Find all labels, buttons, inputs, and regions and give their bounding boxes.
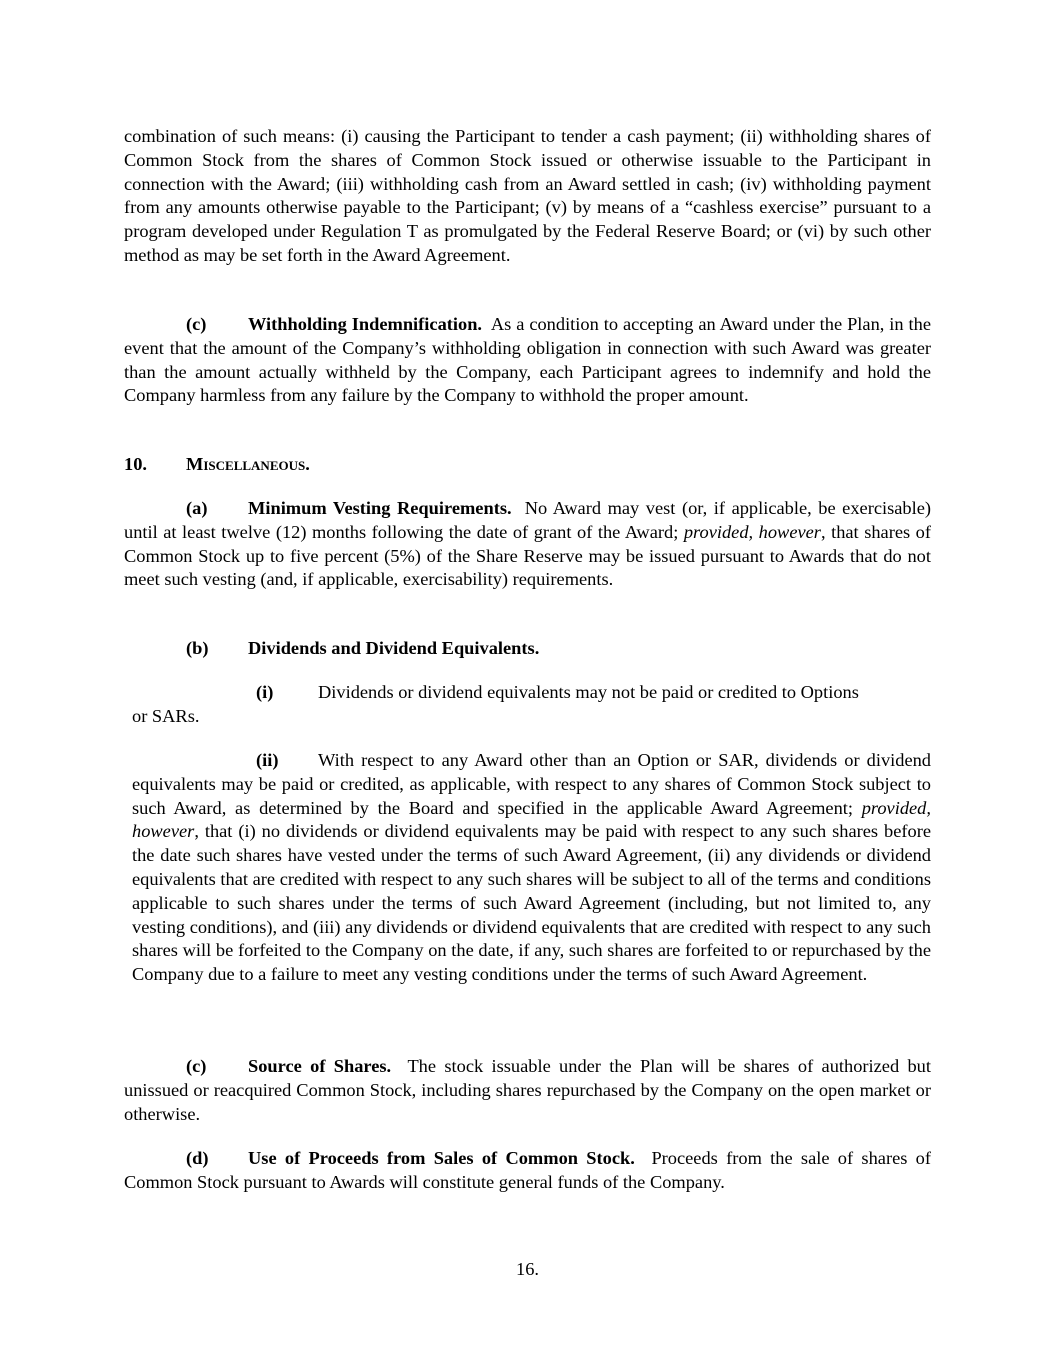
section-10b-ii-number: (ii) <box>256 750 279 770</box>
section-9c-withholding-indemnification <box>124 313 931 408</box>
section-10b-number: (b) <box>186 638 209 658</box>
section-10a-heading: Minimum Vesting Requirements. <box>248 498 512 518</box>
section-9c-heading: Withholding Indemnification. <box>248 314 483 334</box>
section-10a-body-part2: , that shares of Common Stock up to five percent (5%) of the Share Reserve may be issued pursuant to Awards that do not meet such vesting (and, if applicable, exercisability) requirements. <box>124 521 931 590</box>
section-10c-heading: Source of Shares. <box>248 1056 392 1076</box>
section-10d-number: (d) <box>186 1148 209 1168</box>
section-9c-body: As a condition to accepting an Award under the Plan, in the event that the amount of the Company’s withholding obligation in connection with such Award was greater than the amount actually withheld by the Company, each Participant agrees to indemnify and hold the Company harmless from any failure by the Company to withhold the proper amount. <box>124 314 931 406</box>
section-10a-italic: provided, however <box>683 521 821 542</box>
section-10c-body: The stock issuable under the Plan will be shares of authorized but unissued or reacquired Common Stock, including shares repurchased by the Company on the open market or otherwise. <box>124 1056 931 1124</box>
paragraph-withholding-means-text: combination of such means: (i) causing the Participant to tender a cash payment; (ii) withholding shares of Common Stock from the shares of Common Stock issued or otherwise issuable to the Participant in connection with the Award; (iii) withholding cash from an Award settled in cash; (iv) withholding payment from any amounts otherwise payable to the Participant; (v) by means of a “cashless exercise” pursuant to a program developed under Regulation T as promulgated by the Federal Reserve Board; or (vi) by such other method as may be set forth in the Award Agreement. <box>124 126 931 265</box>
section-10a-minimum-vesting <box>124 497 931 592</box>
section-10c-source-of-shares <box>124 1055 931 1126</box>
section-10a-number: (a) <box>186 498 208 518</box>
section-10b-ii-italic: provided, however <box>132 797 931 842</box>
section-10d-heading: Use of Proceeds from Sales of Common Stock. <box>248 1148 635 1168</box>
section-10b-i <box>132 681 931 705</box>
section-10-heading-line <box>124 453 931 477</box>
section-10b-ii-body-part2: , that (i) no dividends or dividend equivalents may be paid with respect to any such shares before the date such shares have vested under the terms of such Award Agreement, (ii) any dividends or dividend equivalents that are credited with respect to any such shares will be subject to all of the terms and conditions applicable to such shares under the terms of such Award Agreement (including, but not limited to, any vesting conditions), and (iii) any dividends or dividend equivalents that are credited with respect to any such shares will be forfeited to the Company on the date, if any, such shares are forfeited to or repurchased by the Company due to a failure to meet any vesting conditions under the terms of such Award Agreement. <box>132 821 931 985</box>
section-10b-i-continuation <box>132 705 931 729</box>
section-9c-number: (c) <box>186 314 207 334</box>
page-number: 16. <box>516 1259 539 1279</box>
section-10b-heading: Dividends and Dividend Equivalents. <box>248 638 540 658</box>
section-10b-ii <box>132 749 931 987</box>
section-10b-i-line1: Dividends or dividend equivalents may not be paid or credited to Options <box>318 682 859 702</box>
section-10a-body-part1: No Award may vest (or, if applicable, be exercisable) until at least twelve (12) months following the date of grant of the Award; <box>124 498 932 542</box>
section-10b-ii-body-part1: With respect to any Award other than an Option or SAR, dividends or dividend equivalents may be paid or credited, as applicable, with respect to any shares of Common Stock subject to such Award, as determined by the Board and specified in the applicable Award Agreement; <box>132 750 931 818</box>
section-10c-number: (c) <box>186 1056 207 1076</box>
section-10-heading: Miscellaneous. <box>186 454 310 474</box>
section-10b-i-line2: or SARs. <box>132 706 200 726</box>
paragraph-withholding-means <box>124 125 931 268</box>
section-10-number: 10. <box>124 454 147 474</box>
section-10b-i-number: (i) <box>256 682 274 702</box>
section-10d-use-of-proceeds <box>124 1147 931 1195</box>
section-10d-body: Proceeds from the sale of shares of Common Stock pursuant to Awards will constitute general funds of the Company. <box>124 1148 931 1192</box>
section-10b-heading-line <box>124 637 931 661</box>
